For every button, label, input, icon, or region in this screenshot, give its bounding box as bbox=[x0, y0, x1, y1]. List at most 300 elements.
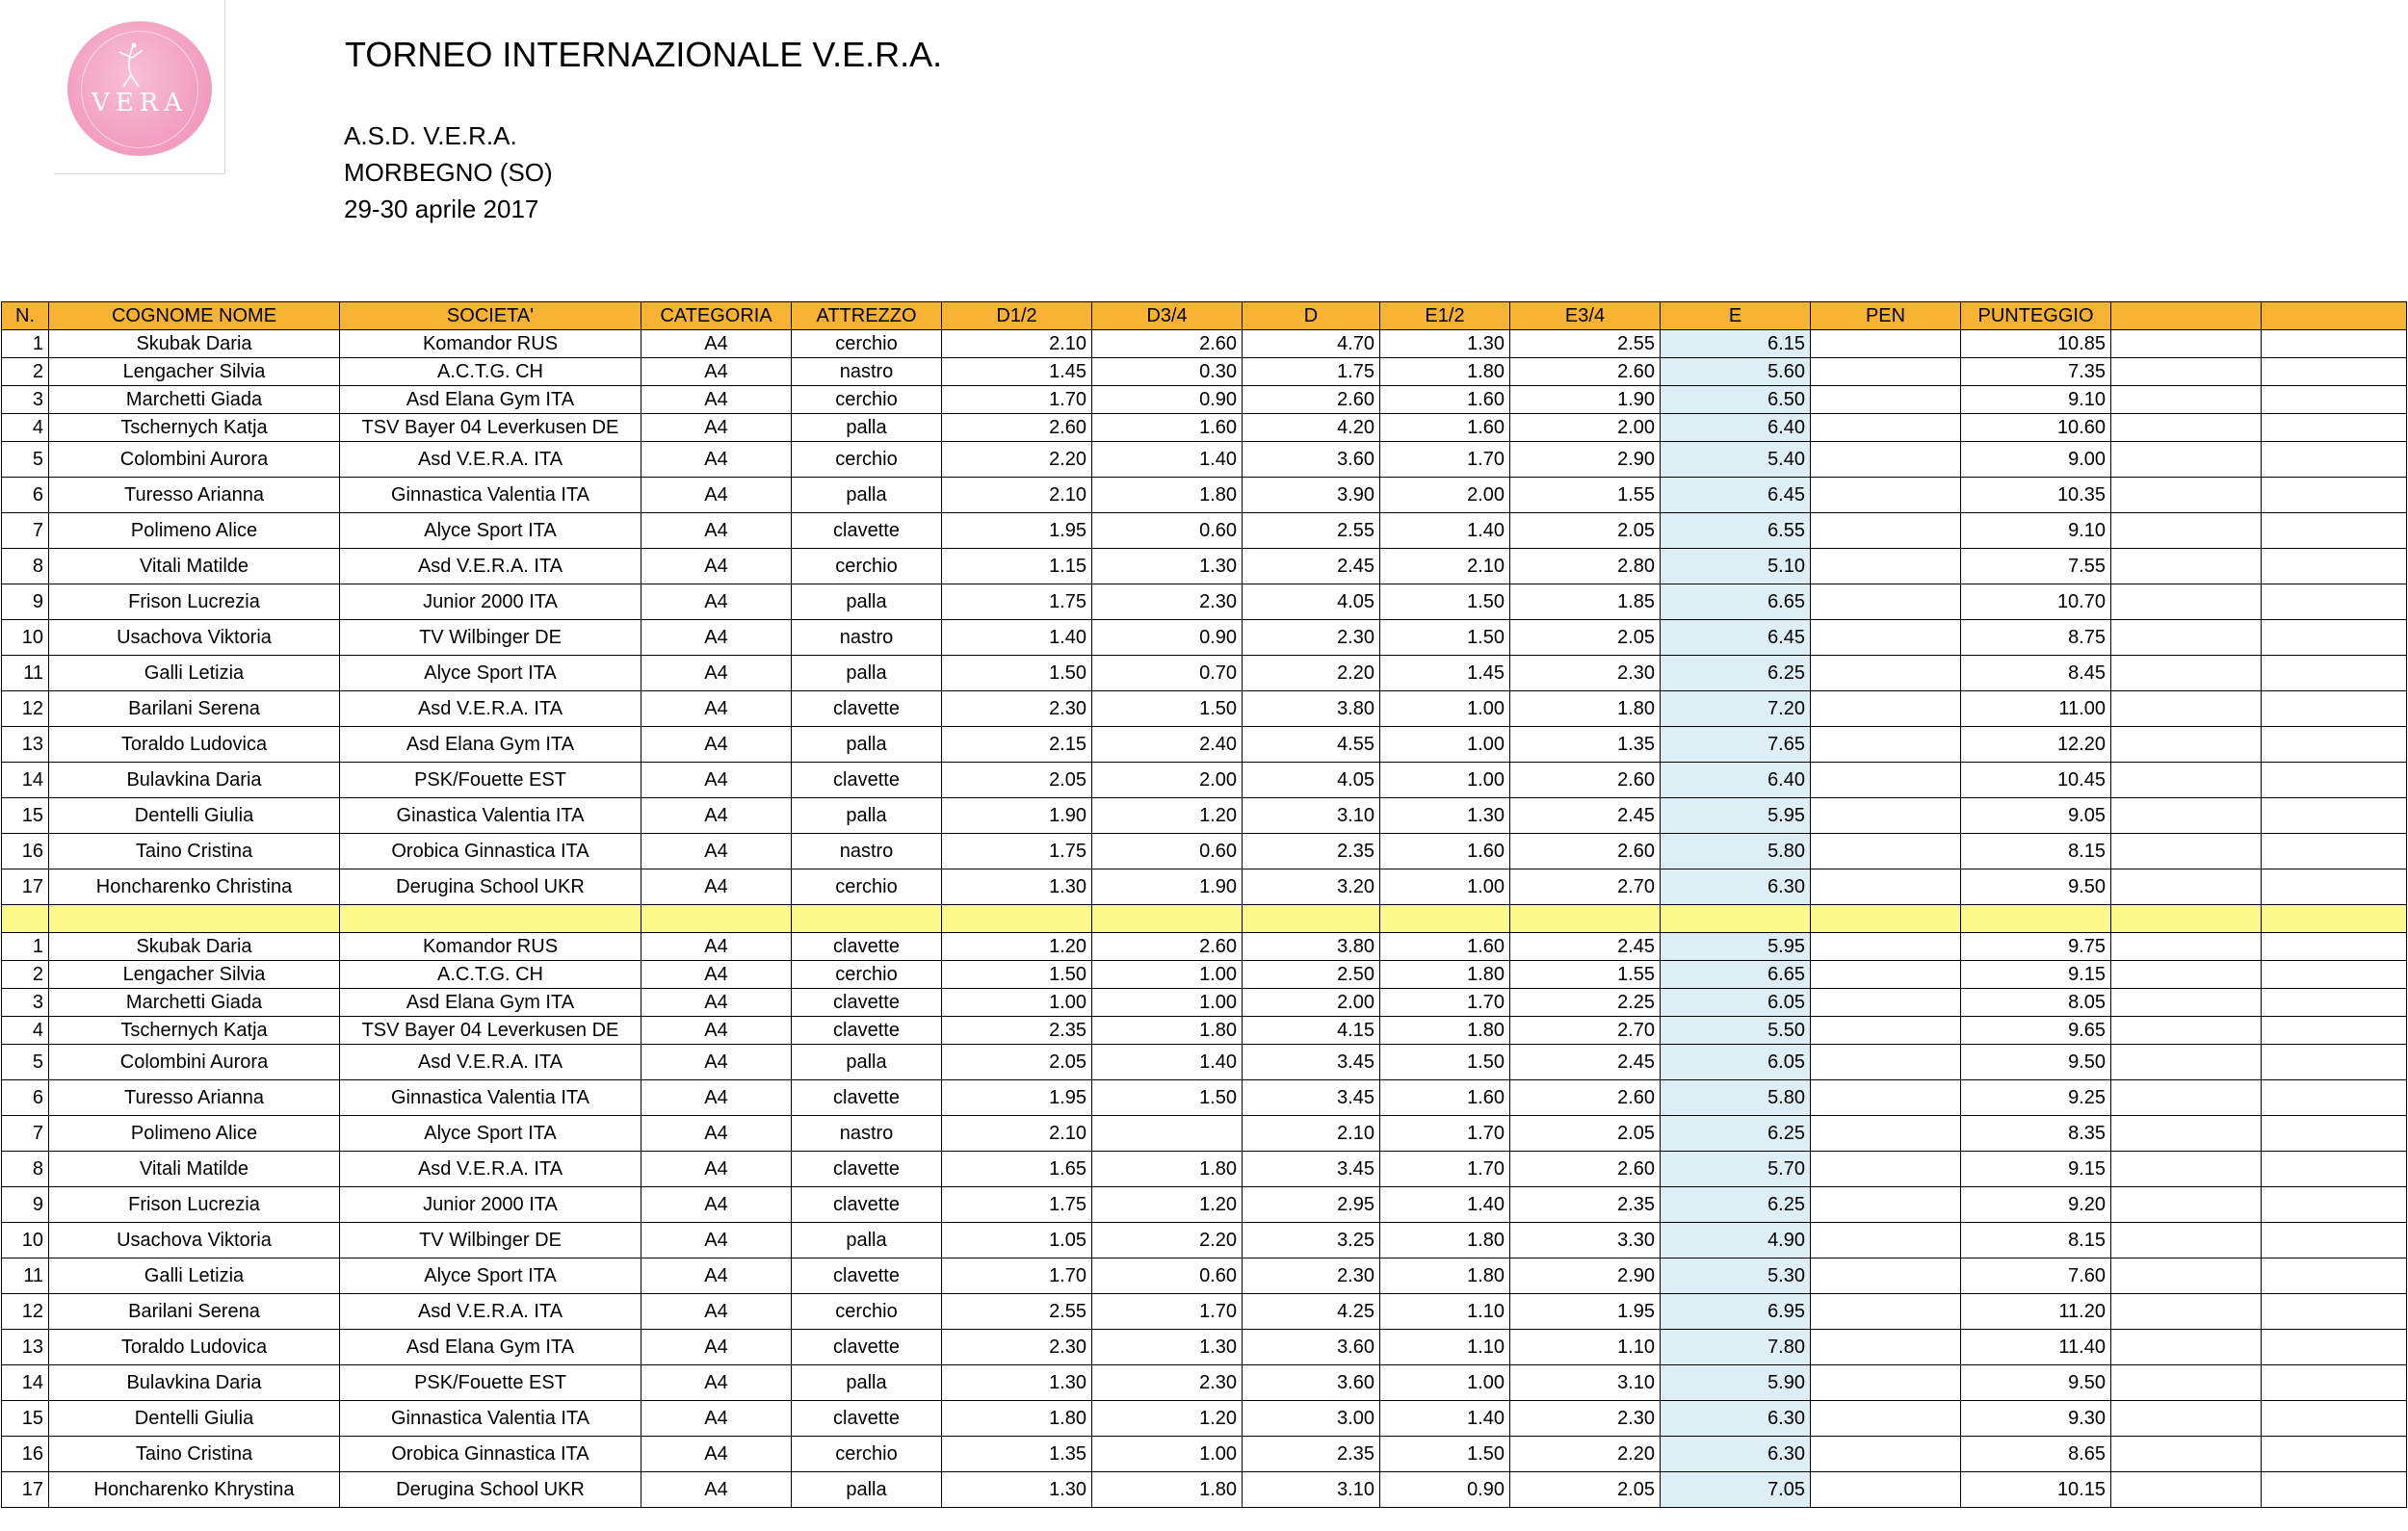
table-row bbox=[2, 1330, 2407, 1365]
cell-num: 10 bbox=[2, 620, 49, 656]
cell-d: 4.20 bbox=[1243, 414, 1380, 442]
cell-extra1 bbox=[2111, 798, 2262, 834]
cell-categoria: A4 bbox=[641, 358, 792, 386]
cell-d12: 1.35 bbox=[942, 1437, 1092, 1472]
cell-d34: 1.00 bbox=[1092, 1437, 1243, 1472]
cell-societa: Asd V.E.R.A. ITA bbox=[340, 1045, 641, 1080]
cell-attrezzo: palla bbox=[792, 414, 942, 442]
table-row bbox=[2, 961, 2407, 989]
cell-num: 8 bbox=[2, 1152, 49, 1187]
cell-e12: 2.10 bbox=[1380, 549, 1510, 584]
cell-e34: 2.90 bbox=[1510, 1259, 1661, 1294]
cell-attrezzo: cerchio bbox=[792, 549, 942, 584]
table-row bbox=[2, 1472, 2407, 1508]
table-row bbox=[2, 584, 2407, 620]
cell-d34: 1.40 bbox=[1092, 442, 1243, 478]
column-header-attrezzo: ATTREZZO bbox=[792, 302, 942, 330]
cell-num: 2 bbox=[2, 961, 49, 989]
cell-d12: 2.10 bbox=[942, 478, 1092, 513]
cell-d34: 1.50 bbox=[1092, 691, 1243, 727]
cell-cognome-nome: Barilani Serena bbox=[49, 1294, 340, 1330]
sede-value: MORBEGNO (SO) bbox=[344, 158, 553, 187]
cell-attrezzo: palla bbox=[792, 584, 942, 620]
cell-extra2 bbox=[2262, 933, 2407, 961]
cell-num: 7 bbox=[2, 513, 49, 549]
cell-e34: 1.95 bbox=[1510, 1294, 1661, 1330]
cell-e12: 1.70 bbox=[1380, 989, 1510, 1017]
cell-e12: 1.10 bbox=[1380, 1330, 1510, 1365]
cell-e: 5.40 bbox=[1661, 442, 1811, 478]
cell-categoria: A4 bbox=[641, 656, 792, 691]
cell-d: 2.30 bbox=[1243, 1259, 1380, 1294]
cell-e: 5.10 bbox=[1661, 549, 1811, 584]
cell-cognome-nome: Honcharenko Khrystina bbox=[49, 1472, 340, 1508]
cell-extra1 bbox=[2111, 386, 2262, 414]
cell-e34: 2.55 bbox=[1510, 330, 1661, 358]
cell-extra2 bbox=[2262, 961, 2407, 989]
cell-attrezzo: cerchio bbox=[792, 1437, 942, 1472]
cell-d: 3.60 bbox=[1243, 442, 1380, 478]
cell-pen bbox=[1811, 330, 1961, 358]
cell-punteggio: 10.35 bbox=[1961, 478, 2111, 513]
cell-d34: 2.60 bbox=[1092, 933, 1243, 961]
cell-d34: 1.90 bbox=[1092, 869, 1243, 905]
cell-categoria: A4 bbox=[641, 961, 792, 989]
cell-cognome-nome: Toraldo Ludovica bbox=[49, 727, 340, 763]
cell-num: 8 bbox=[2, 549, 49, 584]
cell-cognome-nome: Taino Cristina bbox=[49, 1437, 340, 1472]
cell-punteggio: 11.40 bbox=[1961, 1330, 2111, 1365]
cell-attrezzo: clavette bbox=[792, 1259, 942, 1294]
cell-punteggio: 9.15 bbox=[1961, 961, 2111, 989]
cell-e34: 2.00 bbox=[1510, 414, 1661, 442]
cell-d: 3.90 bbox=[1243, 478, 1380, 513]
cell-d12: 1.20 bbox=[942, 933, 1092, 961]
cell-categoria: A4 bbox=[641, 414, 792, 442]
cell-e: 5.95 bbox=[1661, 933, 1811, 961]
cell-pen bbox=[1811, 620, 1961, 656]
cell-pen bbox=[1811, 834, 1961, 869]
cell-e12: 1.00 bbox=[1380, 727, 1510, 763]
cell-e12: 1.00 bbox=[1380, 1365, 1510, 1401]
cell-d34: 1.70 bbox=[1092, 1294, 1243, 1330]
separator-cell bbox=[1380, 905, 1510, 933]
cell-attrezzo: nastro bbox=[792, 1116, 942, 1152]
table-row bbox=[2, 1017, 2407, 1045]
cell-d: 3.60 bbox=[1243, 1365, 1380, 1401]
separator-row bbox=[2, 905, 2407, 933]
cell-d: 3.80 bbox=[1243, 691, 1380, 727]
cell-d12: 1.95 bbox=[942, 1080, 1092, 1116]
cell-num: 11 bbox=[2, 1259, 49, 1294]
cell-attrezzo: cerchio bbox=[792, 330, 942, 358]
cell-cognome-nome: Barilani Serena bbox=[49, 691, 340, 727]
cell-e12: 1.50 bbox=[1380, 584, 1510, 620]
cell-societa: PSK/Fouette EST bbox=[340, 763, 641, 798]
societa-value: A.S.D. V.E.R.A. bbox=[344, 121, 517, 150]
cell-d: 3.45 bbox=[1243, 1152, 1380, 1187]
cell-d12: 1.70 bbox=[942, 386, 1092, 414]
cell-extra1 bbox=[2111, 549, 2262, 584]
cell-e: 4.90 bbox=[1661, 1223, 1811, 1259]
vera-logo bbox=[67, 21, 212, 156]
cell-extra2 bbox=[2262, 478, 2407, 513]
cell-e: 5.30 bbox=[1661, 1259, 1811, 1294]
cell-extra1 bbox=[2111, 869, 2262, 905]
cell-attrezzo: palla bbox=[792, 1472, 942, 1508]
cell-num: 17 bbox=[2, 869, 49, 905]
column-header-extra1 bbox=[2111, 302, 2262, 330]
cell-cognome-nome: Toraldo Ludovica bbox=[49, 1330, 340, 1365]
separator-cell bbox=[2262, 905, 2407, 933]
cell-extra1 bbox=[2111, 1223, 2262, 1259]
cell-societa: TSV Bayer 04 Leverkusen DE bbox=[340, 414, 641, 442]
cell-num: 6 bbox=[2, 1080, 49, 1116]
cell-extra2 bbox=[2262, 549, 2407, 584]
cell-societa: Alyce Sport ITA bbox=[340, 513, 641, 549]
cell-num: 15 bbox=[2, 1401, 49, 1437]
cell-pen bbox=[1811, 1017, 1961, 1045]
cell-e12: 1.10 bbox=[1380, 1294, 1510, 1330]
cell-cognome-nome: Tschernych Katja bbox=[49, 1017, 340, 1045]
cell-num: 15 bbox=[2, 798, 49, 834]
cell-d12: 1.95 bbox=[942, 513, 1092, 549]
cell-e12: 1.70 bbox=[1380, 1116, 1510, 1152]
cell-d12: 2.30 bbox=[942, 691, 1092, 727]
cell-num: 7 bbox=[2, 1116, 49, 1152]
cell-extra2 bbox=[2262, 513, 2407, 549]
cell-d: 3.80 bbox=[1243, 933, 1380, 961]
cell-extra1 bbox=[2111, 330, 2262, 358]
cell-attrezzo: clavette bbox=[792, 1187, 942, 1223]
cell-cognome-nome: Colombini Aurora bbox=[49, 442, 340, 478]
cell-d12: 1.50 bbox=[942, 656, 1092, 691]
cell-d12: 1.15 bbox=[942, 549, 1092, 584]
cell-societa: Ginnastica Valentia ITA bbox=[340, 478, 641, 513]
cell-pen bbox=[1811, 691, 1961, 727]
cell-d34: 2.60 bbox=[1092, 330, 1243, 358]
cell-e34: 1.55 bbox=[1510, 961, 1661, 989]
cell-e: 6.55 bbox=[1661, 513, 1811, 549]
cell-e34: 2.45 bbox=[1510, 1045, 1661, 1080]
cell-punteggio: 9.30 bbox=[1961, 1401, 2111, 1437]
cell-num: 13 bbox=[2, 727, 49, 763]
cell-d: 4.70 bbox=[1243, 330, 1380, 358]
cell-extra2 bbox=[2262, 1116, 2407, 1152]
cell-e12: 1.70 bbox=[1380, 442, 1510, 478]
cell-num: 10 bbox=[2, 1223, 49, 1259]
cell-d34: 1.80 bbox=[1092, 1152, 1243, 1187]
cell-d: 3.20 bbox=[1243, 869, 1380, 905]
cell-cognome-nome: Bulavkina Daria bbox=[49, 1365, 340, 1401]
cell-d34: 2.30 bbox=[1092, 1365, 1243, 1401]
cell-cognome-nome: Frison Lucrezia bbox=[49, 584, 340, 620]
cell-d12: 1.75 bbox=[942, 1187, 1092, 1223]
cell-cognome-nome: Vitali Matilde bbox=[49, 1152, 340, 1187]
cell-e34: 1.55 bbox=[1510, 478, 1661, 513]
separator-cell bbox=[1961, 905, 2111, 933]
cell-d12: 2.30 bbox=[942, 1330, 1092, 1365]
cell-e34: 2.60 bbox=[1510, 763, 1661, 798]
cell-attrezzo: clavette bbox=[792, 1330, 942, 1365]
cell-e: 6.05 bbox=[1661, 1045, 1811, 1080]
gymnast-icon bbox=[112, 42, 150, 91]
results-table bbox=[1, 301, 2407, 1508]
cell-e12: 1.50 bbox=[1380, 1045, 1510, 1080]
table-row bbox=[2, 358, 2407, 386]
cell-societa: Asd V.E.R.A. ITA bbox=[340, 549, 641, 584]
table-row bbox=[2, 656, 2407, 691]
cell-d12: 2.55 bbox=[942, 1294, 1092, 1330]
cell-societa: Junior 2000 ITA bbox=[340, 1187, 641, 1223]
cell-d12: 2.10 bbox=[942, 1116, 1092, 1152]
cell-categoria: A4 bbox=[641, 1223, 792, 1259]
cell-e: 6.25 bbox=[1661, 656, 1811, 691]
separator-cell bbox=[641, 905, 792, 933]
cell-extra2 bbox=[2262, 1045, 2407, 1080]
cell-num: 4 bbox=[2, 414, 49, 442]
cell-num: 3 bbox=[2, 989, 49, 1017]
table-row bbox=[2, 330, 2407, 358]
cell-punteggio: 9.25 bbox=[1961, 1080, 2111, 1116]
cell-societa: Alyce Sport ITA bbox=[340, 1259, 641, 1294]
cell-cognome-nome: Usachova Viktoria bbox=[49, 1223, 340, 1259]
cell-extra1 bbox=[2111, 442, 2262, 478]
separator-cell bbox=[1811, 905, 1961, 933]
cell-extra2 bbox=[2262, 358, 2407, 386]
cell-d: 4.05 bbox=[1243, 584, 1380, 620]
cell-d12: 1.90 bbox=[942, 798, 1092, 834]
cell-societa: Junior 2000 ITA bbox=[340, 584, 641, 620]
table-row bbox=[2, 1116, 2407, 1152]
cell-e34: 1.85 bbox=[1510, 584, 1661, 620]
cell-societa: PSK/Fouette EST bbox=[340, 1365, 641, 1401]
cell-d12: 1.65 bbox=[942, 1152, 1092, 1187]
cell-categoria: A4 bbox=[641, 386, 792, 414]
cell-d12: 1.50 bbox=[942, 961, 1092, 989]
cell-punteggio: 9.75 bbox=[1961, 933, 2111, 961]
cell-d34: 1.60 bbox=[1092, 414, 1243, 442]
table-row bbox=[2, 1080, 2407, 1116]
table-row bbox=[2, 1259, 2407, 1294]
cell-punteggio: 8.15 bbox=[1961, 1223, 2111, 1259]
column-header-d34: D3/4 bbox=[1092, 302, 1243, 330]
cell-d12: 2.60 bbox=[942, 414, 1092, 442]
cell-cognome-nome: Skubak Daria bbox=[49, 933, 340, 961]
cell-extra2 bbox=[2262, 1017, 2407, 1045]
cell-e34: 2.45 bbox=[1510, 798, 1661, 834]
cell-e34: 2.05 bbox=[1510, 620, 1661, 656]
cell-d12: 1.30 bbox=[942, 869, 1092, 905]
table-row bbox=[2, 869, 2407, 905]
cell-pen bbox=[1811, 549, 1961, 584]
cell-e: 5.90 bbox=[1661, 1365, 1811, 1401]
cell-categoria: A4 bbox=[641, 513, 792, 549]
cell-num: 3 bbox=[2, 386, 49, 414]
cell-e34: 2.80 bbox=[1510, 549, 1661, 584]
cell-e: 5.50 bbox=[1661, 1017, 1811, 1045]
cell-punteggio: 10.70 bbox=[1961, 584, 2111, 620]
cell-pen bbox=[1811, 478, 1961, 513]
cell-extra1 bbox=[2111, 1116, 2262, 1152]
cell-extra1 bbox=[2111, 1187, 2262, 1223]
cell-num: 11 bbox=[2, 656, 49, 691]
cell-d: 2.35 bbox=[1243, 1437, 1380, 1472]
data-value: 29-30 aprile 2017 bbox=[344, 195, 539, 223]
cell-extra1 bbox=[2111, 620, 2262, 656]
cell-punteggio: 11.20 bbox=[1961, 1294, 2111, 1330]
cell-attrezzo: palla bbox=[792, 656, 942, 691]
cell-d: 4.55 bbox=[1243, 727, 1380, 763]
separator-cell bbox=[340, 905, 641, 933]
cell-pen bbox=[1811, 1223, 1961, 1259]
cell-punteggio: 10.45 bbox=[1961, 763, 2111, 798]
cell-e34: 2.70 bbox=[1510, 1017, 1661, 1045]
table-body bbox=[2, 330, 2407, 1508]
column-header-extra2 bbox=[2262, 302, 2407, 330]
cell-d12: 2.35 bbox=[942, 1017, 1092, 1045]
cell-e12: 1.50 bbox=[1380, 620, 1510, 656]
cell-societa: Orobica Ginnastica ITA bbox=[340, 834, 641, 869]
cell-e34: 2.05 bbox=[1510, 1472, 1661, 1508]
column-header-d: D bbox=[1243, 302, 1380, 330]
cell-categoria: A4 bbox=[641, 727, 792, 763]
table-row bbox=[2, 727, 2407, 763]
cell-d12: 1.05 bbox=[942, 1223, 1092, 1259]
separator-cell bbox=[1510, 905, 1661, 933]
cell-cognome-nome: Usachova Viktoria bbox=[49, 620, 340, 656]
cell-d34: 1.20 bbox=[1092, 1401, 1243, 1437]
cell-categoria: A4 bbox=[641, 1080, 792, 1116]
cell-extra2 bbox=[2262, 584, 2407, 620]
cell-e: 6.30 bbox=[1661, 869, 1811, 905]
cell-categoria: A4 bbox=[641, 834, 792, 869]
cell-e34: 3.30 bbox=[1510, 1223, 1661, 1259]
cell-punteggio: 7.55 bbox=[1961, 549, 2111, 584]
cell-categoria: A4 bbox=[641, 1472, 792, 1508]
cell-attrezzo: palla bbox=[792, 798, 942, 834]
cell-d12: 1.70 bbox=[942, 1259, 1092, 1294]
cell-e34: 3.10 bbox=[1510, 1365, 1661, 1401]
column-header-e12: E1/2 bbox=[1380, 302, 1510, 330]
cell-pen bbox=[1811, 727, 1961, 763]
cell-d34: 1.50 bbox=[1092, 1080, 1243, 1116]
cell-societa: Derugina School UKR bbox=[340, 1472, 641, 1508]
cell-num: 9 bbox=[2, 584, 49, 620]
separator-cell bbox=[2111, 905, 2262, 933]
cell-cognome-nome: Marchetti Giada bbox=[49, 989, 340, 1017]
cell-e: 6.65 bbox=[1661, 961, 1811, 989]
cell-attrezzo: clavette bbox=[792, 989, 942, 1017]
cell-d34: 0.30 bbox=[1092, 358, 1243, 386]
cell-categoria: A4 bbox=[641, 549, 792, 584]
table-row bbox=[2, 1365, 2407, 1401]
cell-categoria: A4 bbox=[641, 1017, 792, 1045]
separator-cell bbox=[1243, 905, 1380, 933]
cell-categoria: A4 bbox=[641, 933, 792, 961]
cell-cognome-nome: Lengacher Silvia bbox=[49, 961, 340, 989]
cell-e: 5.95 bbox=[1661, 798, 1811, 834]
cell-e: 6.25 bbox=[1661, 1187, 1811, 1223]
table-row bbox=[2, 691, 2407, 727]
cell-d34: 0.60 bbox=[1092, 834, 1243, 869]
cell-extra2 bbox=[2262, 763, 2407, 798]
cell-d12: 1.40 bbox=[942, 620, 1092, 656]
cell-num: 5 bbox=[2, 442, 49, 478]
cell-societa: Ginnastica Valentia ITA bbox=[340, 1401, 641, 1437]
cell-extra2 bbox=[2262, 798, 2407, 834]
cell-d: 3.10 bbox=[1243, 1472, 1380, 1508]
cell-extra1 bbox=[2111, 1017, 2262, 1045]
cell-cognome-nome: Skubak Daria bbox=[49, 330, 340, 358]
cell-cognome-nome: Turesso Arianna bbox=[49, 1080, 340, 1116]
cell-categoria: A4 bbox=[641, 584, 792, 620]
cell-e34: 2.30 bbox=[1510, 656, 1661, 691]
cell-e: 7.20 bbox=[1661, 691, 1811, 727]
cell-extra1 bbox=[2111, 1294, 2262, 1330]
cell-e: 7.65 bbox=[1661, 727, 1811, 763]
cell-e34: 2.25 bbox=[1510, 989, 1661, 1017]
cell-e12: 1.60 bbox=[1380, 386, 1510, 414]
cell-e: 6.65 bbox=[1661, 584, 1811, 620]
table-row bbox=[2, 549, 2407, 584]
cell-punteggio: 9.50 bbox=[1961, 1045, 2111, 1080]
cell-attrezzo: clavette bbox=[792, 1401, 942, 1437]
cell-pen bbox=[1811, 989, 1961, 1017]
cell-attrezzo: nastro bbox=[792, 358, 942, 386]
cell-societa: Asd Elana Gym ITA bbox=[340, 727, 641, 763]
cell-e: 7.80 bbox=[1661, 1330, 1811, 1365]
cell-d34: 1.20 bbox=[1092, 798, 1243, 834]
cell-extra1 bbox=[2111, 834, 2262, 869]
cell-pen bbox=[1811, 1259, 1961, 1294]
cell-e34: 2.90 bbox=[1510, 442, 1661, 478]
cell-attrezzo: clavette bbox=[792, 691, 942, 727]
cell-pen bbox=[1811, 386, 1961, 414]
cell-pen bbox=[1811, 1294, 1961, 1330]
cell-e: 6.15 bbox=[1661, 330, 1811, 358]
cell-extra2 bbox=[2262, 869, 2407, 905]
cell-e34: 2.20 bbox=[1510, 1437, 1661, 1472]
separator-cell bbox=[1661, 905, 1811, 933]
cell-d12: 1.80 bbox=[942, 1401, 1092, 1437]
separator-cell bbox=[792, 905, 942, 933]
cell-categoria: A4 bbox=[641, 1437, 792, 1472]
cell-attrezzo: clavette bbox=[792, 1152, 942, 1187]
cell-punteggio: 8.65 bbox=[1961, 1437, 2111, 1472]
cell-extra1 bbox=[2111, 933, 2262, 961]
table-row bbox=[2, 1401, 2407, 1437]
cell-categoria: A4 bbox=[641, 1365, 792, 1401]
table-row bbox=[2, 478, 2407, 513]
cell-d: 4.25 bbox=[1243, 1294, 1380, 1330]
cell-categoria: A4 bbox=[641, 620, 792, 656]
cell-e: 5.80 bbox=[1661, 834, 1811, 869]
cell-e12: 1.80 bbox=[1380, 1017, 1510, 1045]
cell-societa: TV Wilbinger DE bbox=[340, 1223, 641, 1259]
cell-e34: 2.35 bbox=[1510, 1187, 1661, 1223]
cell-d12: 2.05 bbox=[942, 763, 1092, 798]
logo-text: VERA bbox=[91, 89, 189, 117]
cell-d12: 1.45 bbox=[942, 358, 1092, 386]
cell-extra2 bbox=[2262, 1259, 2407, 1294]
cell-punteggio: 8.45 bbox=[1961, 656, 2111, 691]
cell-extra1 bbox=[2111, 1080, 2262, 1116]
cell-societa: Asd Elana Gym ITA bbox=[340, 989, 641, 1017]
cell-categoria: A4 bbox=[641, 691, 792, 727]
cell-punteggio: 9.05 bbox=[1961, 798, 2111, 834]
cell-extra2 bbox=[2262, 1472, 2407, 1508]
